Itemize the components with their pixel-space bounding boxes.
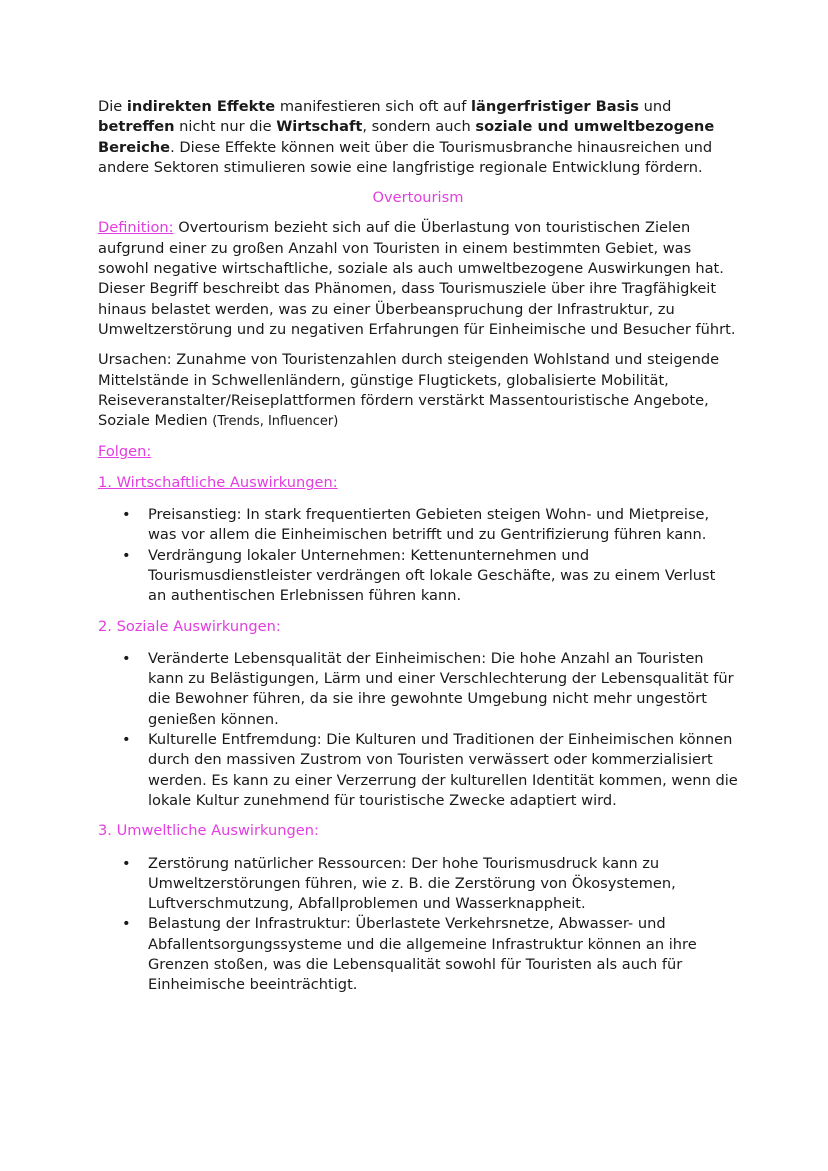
- bullet-icon: •: [122, 546, 131, 564]
- intro-bold: längerfristiger Basis: [471, 98, 639, 115]
- bullet-icon: •: [122, 854, 131, 872]
- list-item-text: Preisanstieg: In stark frequentierten Gebieten steigen Wohn- und Mietpreise, was vor allem die Einheimischen betrifft und zu Gentrifizierung führen kann.: [148, 506, 710, 544]
- definition-paragraph: [98, 218, 738, 340]
- intro-bold: indirekten Effekte: [126, 98, 276, 115]
- bullet-icon: •: [122, 915, 131, 933]
- bullet-icon: •: [122, 731, 131, 749]
- intro-text: manifestieren sich oft auf: [275, 98, 472, 115]
- causes-note: (Trends, Influencer): [212, 414, 339, 430]
- causes-text: Ursachen: Zunahme von Touristenzahlen durch steigenden Wohlstand und steigende Mittelstände in Schwellenländern, günstige Flugtickets, globalisierte Mobilität, Reiseveranstalter/Reiseplattformen fördern verstärkt Massentouristische Angebote, Soziale Medien: [98, 351, 720, 430]
- list-item-text: Verdrängung lokaler Unternehmen: Kettenunternehmen und Tourismusdienstleister verdrängen oft lokale Geschäfte, was zu einem Verlust an authentischen Erlebnissen führen kann.: [148, 546, 716, 605]
- list-item: [98, 730, 738, 811]
- intro-bold: betreffen: [98, 118, 175, 136]
- page-title: Overtourism: [372, 189, 464, 207]
- section-title-economic: 1. Wirtschaftliche Auswirkungen:: [98, 473, 338, 491]
- bullet-icon: •: [122, 506, 131, 524]
- list-item: [98, 649, 738, 730]
- economic-list: [98, 505, 738, 606]
- document-page: [98, 97, 738, 1006]
- bullet-icon: •: [122, 649, 131, 667]
- list-item: [98, 854, 738, 915]
- list-item: [98, 546, 738, 607]
- definition-label: Definition:: [98, 219, 174, 237]
- environmental-list: [98, 854, 738, 996]
- list-item-text: Zerstörung natürlicher Ressourcen: Der hohe Tourismusdruck kann zu Umweltzerstörungen führen, wie z. B. die Zerstörung von Ökosystemen, Luftverschmutzung, Abfallproblemen und Wasserknappheit.: [148, 854, 676, 913]
- intro-bold: soziale und umweltbezogene Bereiche: [98, 118, 715, 156]
- section-title-social: 2. Soziale Auswirkungen:: [98, 617, 281, 635]
- causes-paragraph: [98, 350, 738, 432]
- list-item: [98, 914, 738, 995]
- section-title-environmental: 3. Umweltliche Auswirkungen:: [98, 822, 319, 840]
- list-item-text: Kulturelle Entfremdung: Die Kulturen und Traditionen der Einheimischen können durch den massiven Zustrom von Touristen verwässert oder kommerzialisiert werden. Es kann zu einer Verzerrung der kulturellen Identität kommen, wenn die lokale Kultur zunehmend für touristische Zwecke adaptiert wird.: [148, 731, 738, 809]
- definition-text: Overtourism bezieht sich auf die Überlastung von touristischen Zielen aufgrund einer zu großen Anzahl von Touristen in einem bestimmten Gebiet, was sowohl negative wirtschaftliche, soziale als auch umweltbezogene Auswirkungen hat. Dieser Begriff beschreibt das Phänomen, dass Tourismusziele über ihre Tragfähigkeit hinaus belastet werden, was zu einer Überbeanspruchung der Infrastruktur, zu Umweltzerstörung und zu negativen Erfahrungen für Einheimische und Besucher führt.: [98, 219, 736, 338]
- intro-text: , sondern auch: [362, 118, 476, 136]
- list-item-text: Veränderte Lebensqualität der Einheimischen: Die hohe Anzahl an Touristen kann zu Belästigungen, Lärm und einer Verschlechterung der Lebensqualität für die Bewohner führen, da sie ihre gewohnte Umgebung nicht mehr ungestört genießen können.: [148, 649, 734, 728]
- intro-paragraph: [98, 97, 738, 178]
- social-list: [98, 649, 738, 811]
- intro-bold: Wirtschaft: [276, 118, 363, 136]
- list-item-text: Belastung der Infrastruktur: Überlastete Verkehrsnetze, Abwasser- und Abfallentsorgungssysteme und die allgemeine Infrastruktur können an ihre Grenzen stoßen, was die Lebensqualität sowohl für Touristen als auch für Einheimische beeinträchtigt.: [148, 915, 697, 994]
- intro-text: Die: [98, 98, 127, 115]
- intro-text: und: [639, 98, 672, 115]
- consequences-label: Folgen:: [98, 443, 152, 461]
- intro-text: . Diese Effekte können weit über die Tourismusbranche hinausreichen und andere Sektoren stimulieren sowie eine langfristige regionale Entwicklung fördern.: [98, 138, 713, 176]
- intro-text: nicht nur die: [174, 118, 277, 136]
- list-item: [98, 505, 738, 546]
